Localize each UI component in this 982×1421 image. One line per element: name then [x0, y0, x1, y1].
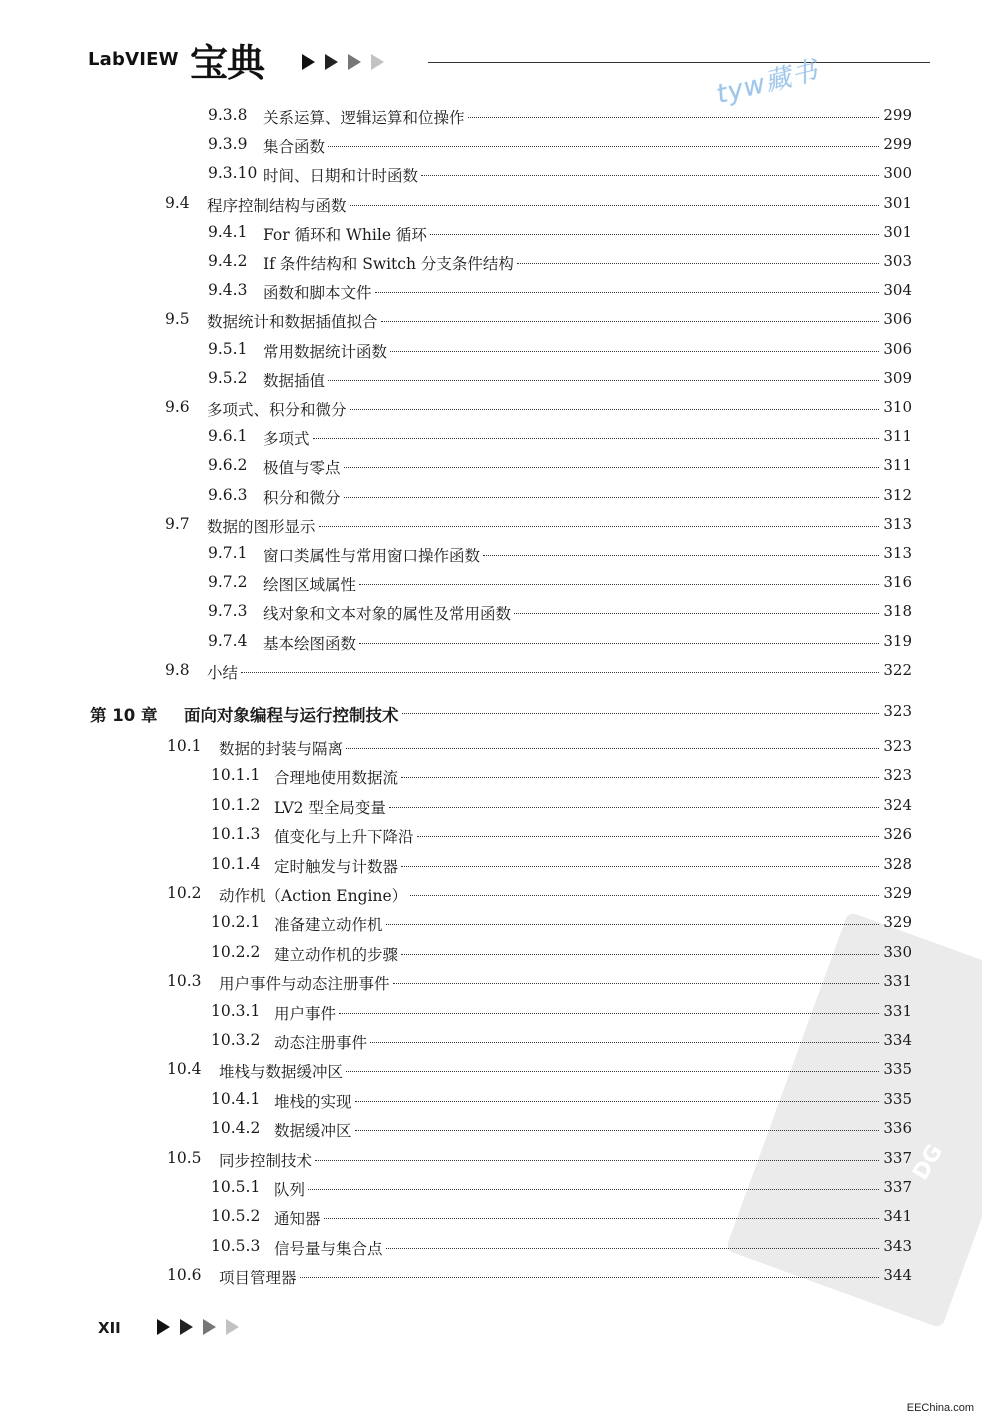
toc-entry-number: 10.1 [167, 737, 202, 755]
toc-leader-dots [430, 234, 879, 235]
toc-leader-dots [514, 613, 879, 614]
toc-entry-page: 323 [883, 737, 912, 755]
toc-entry-title: 同步控制技术 [219, 1149, 314, 1171]
toc-subsection-entry[interactable] [0, 1031, 982, 1053]
toc-entry-title: 信号量与集合点 [274, 1237, 385, 1259]
toc-entry-title: 建立动作机的步骤 [274, 943, 400, 965]
toc-leader-dots [393, 983, 879, 984]
toc-leader-dots [389, 807, 879, 808]
toc-entry-number: 9.6.2 [208, 456, 248, 475]
toc-leader-dots [241, 672, 879, 673]
toc-subsection-entry[interactable] [0, 1207, 982, 1229]
toc-leader-dots [328, 380, 879, 381]
toc-entry-page: 337 [883, 1148, 912, 1167]
toc-subsection-entry[interactable] [0, 855, 982, 877]
toc-entry-title: For 循环和 While 循环 [263, 223, 429, 245]
toc-leader-dots [483, 555, 879, 556]
toc-section-entry[interactable] [0, 661, 982, 683]
toc-subsection-entry[interactable] [0, 913, 982, 935]
toc-entry-number: 10.5.2 [211, 1207, 261, 1226]
toc-subsection-entry[interactable] [0, 1119, 982, 1141]
arrow-icon [180, 1319, 193, 1335]
toc-entry-title: 函数和脚本文件 [263, 281, 374, 303]
toc-leader-dots [370, 1042, 879, 1043]
toc-entry-title: 窗口类属性与常用窗口操作函数 [263, 544, 482, 566]
toc-entry-title: 队列 [274, 1178, 307, 1200]
toc-entry-number: 10.2 [167, 884, 202, 902]
toc-entry-number: 9.7.3 [208, 602, 248, 621]
toc-entry-title: If 条件结构和 Switch 分支条件结构 [263, 252, 516, 274]
toc-entry-page: 326 [883, 825, 912, 844]
toc-entry-title: 数据统计和数据插值拟合 [207, 310, 380, 332]
toc-entry-number: 10.2.1 [211, 913, 261, 932]
toc-leader-dots [355, 1130, 879, 1131]
toc-entry-number: 10.5.1 [211, 1178, 261, 1196]
toc-entry-number: 10.1.1 [211, 766, 261, 785]
toc-leader-dots [350, 409, 879, 410]
toc-entry-title: 时间、日期和计时函数 [263, 164, 420, 186]
toc-entry-title: 通知器 [274, 1207, 323, 1229]
toc-entry-title: 数据缓冲区 [274, 1119, 354, 1141]
toc-leader-dots [319, 526, 879, 527]
toc-entry-page: 309 [883, 368, 912, 387]
toc-entry-page: 328 [883, 854, 912, 873]
toc-entry-page: 343 [883, 1236, 912, 1255]
toc-entry-page: 329 [883, 884, 912, 902]
toc-subsection-entry[interactable] [0, 164, 982, 186]
toc-entry-page: 344 [883, 1266, 912, 1285]
toc-leader-dots [328, 146, 879, 147]
footer-arrows-icon [157, 1319, 239, 1335]
toc-section-entry[interactable] [0, 1266, 982, 1288]
toc-entry-number: 10.4 [167, 1060, 202, 1079]
toc-leader-dots [315, 1160, 879, 1161]
toc-entry-page: 318 [883, 602, 912, 621]
toc-entry-number: 9.7 [165, 514, 190, 533]
toc-subsection-entry[interactable] [0, 223, 982, 245]
toc-leader-dots [517, 263, 879, 264]
toc-entry-page: 330 [883, 942, 912, 961]
toc-section-entry[interactable] [0, 1149, 982, 1171]
toc-entry-number: 9.5.1 [208, 339, 248, 358]
toc-entry-title: 数据的图形显示 [207, 515, 318, 537]
toc-entry-page: 306 [883, 339, 912, 358]
toc-entry-title: 合理地使用数据流 [274, 766, 400, 788]
toc-subsection-entry[interactable] [0, 1090, 982, 1112]
toc-entry-number: 9.4.1 [208, 222, 248, 241]
book-title: 宝典 [190, 41, 265, 85]
toc-entry-number: 9.7.1 [208, 544, 248, 562]
toc-entry-title: 堆栈与数据缓冲区 [219, 1060, 345, 1082]
toc-subsection-entry[interactable] [0, 573, 982, 595]
toc-entry-number: 9.6 [165, 398, 190, 416]
toc-subsection-entry[interactable] [0, 456, 982, 478]
toc-entry-page: 337 [883, 1178, 912, 1196]
toc-entry-title: 堆栈的实现 [274, 1090, 354, 1112]
toc-entry-page: 324 [883, 795, 912, 814]
toc-entry-number: 9.3.8 [208, 106, 248, 124]
toc-entry-title: 数据插值 [263, 369, 327, 391]
toc-subsection-entry[interactable] [0, 602, 982, 624]
toc-section-entry[interactable] [0, 310, 982, 332]
toc-leader-dots [421, 175, 879, 176]
toc-leader-dots [401, 777, 879, 778]
toc-entry-title: 数据的封装与隔离 [219, 737, 345, 759]
toc-leader-dots [346, 1071, 879, 1072]
toc-entry-number: 9.5.2 [208, 368, 248, 387]
toc-leader-dots [313, 438, 879, 439]
toc-leader-dots [346, 748, 879, 749]
toc-entry-number: 10.1.3 [211, 825, 261, 844]
toc-entry-number: 10.6 [167, 1266, 202, 1285]
toc-entry-number: 9.7.2 [208, 573, 248, 592]
toc-subsection-entry[interactable] [0, 943, 982, 965]
toc-entry-page: 331 [883, 1001, 912, 1020]
toc-entry-title: 积分和微分 [263, 486, 343, 508]
toc-entry-page: 299 [883, 106, 912, 124]
toc-entry-title: 项目管理器 [219, 1266, 299, 1288]
toc-leader-dots [390, 351, 879, 352]
toc-entry-title: 动态注册事件 [274, 1031, 369, 1053]
toc-chapter-entry[interactable] [0, 702, 982, 724]
toc-entry-page: 310 [883, 398, 912, 416]
toc-entry-title: 面向对象编程与运行控制技术 [184, 702, 401, 726]
toc-leader-dots [468, 117, 879, 118]
toc-entry-page: 303 [883, 252, 912, 270]
toc-entry-title: 极值与零点 [263, 456, 343, 478]
toc-entry-page: 336 [883, 1119, 912, 1138]
toc-leader-dots [344, 497, 879, 498]
toc-entry-page: 313 [883, 544, 912, 562]
toc-entry-title: 小结 [207, 661, 240, 683]
toc-entry-page: 311 [883, 456, 912, 475]
toc-leader-dots [359, 584, 879, 585]
toc-entry-number: 9.4.3 [208, 281, 248, 300]
toc-entry-page: 331 [883, 972, 912, 991]
toc-entry-page: 316 [883, 573, 912, 592]
toc-entry-page: 311 [883, 427, 912, 446]
toc-subsection-entry[interactable] [0, 632, 982, 654]
toc-entry-number: 10.4.1 [211, 1089, 261, 1108]
toc-entry-number: 9.8 [165, 660, 190, 679]
toc-entry-title: 绘图区域属性 [263, 573, 358, 595]
toc-leader-dots [375, 292, 879, 293]
toc-leader-dots [386, 924, 879, 925]
toc-section-entry[interactable] [0, 737, 982, 759]
arrow-icon [226, 1319, 239, 1335]
toc-entry-number: 10.3.1 [211, 1001, 261, 1020]
toc-entry-title: 基本绘图函数 [263, 632, 358, 654]
toc-leader-dots [300, 1277, 879, 1278]
toc-entry-page: 335 [883, 1060, 912, 1079]
toc-entry-number: 10.5.3 [211, 1236, 261, 1255]
toc-subsection-entry[interactable] [0, 544, 982, 566]
toc-entry-title: LV2 型全局变量 [274, 796, 388, 818]
toc-leader-dots [350, 205, 879, 206]
toc-entry-number: 10.4.2 [211, 1119, 261, 1138]
toc-entry-page: 334 [883, 1031, 912, 1049]
toc-entry-number: 10.1.2 [211, 795, 261, 814]
toc-entry-number: 9.3.9 [208, 135, 248, 154]
toc-entry-title: 动作机（Action Engine） [219, 884, 409, 906]
toc-entry-title: 多项式 [263, 427, 312, 449]
toc-entry-number: 9.6.1 [208, 427, 248, 446]
page-number: XII [98, 1319, 121, 1337]
toc-entry-number: 10.3.2 [211, 1031, 261, 1049]
toc-entry-title: 程序控制结构与函数 [207, 194, 349, 216]
toc-section-entry[interactable] [0, 194, 982, 216]
toc-entry-page: 299 [883, 135, 912, 154]
toc-entry-page: 329 [883, 913, 912, 932]
toc-entry-page: 319 [883, 631, 912, 650]
toc-entry-page: 323 [883, 766, 912, 785]
toc-subsection-entry[interactable] [0, 486, 982, 508]
toc-entry-number: 10.5 [167, 1148, 202, 1167]
toc-subsection-entry[interactable] [0, 1178, 982, 1200]
toc-entry-number: 9.7.4 [208, 631, 248, 650]
toc-entry-page: 323 [883, 702, 912, 720]
toc-subsection-entry[interactable] [0, 796, 982, 818]
toc-leader-dots [381, 321, 879, 322]
toc-entry-page: 301 [883, 193, 912, 212]
toc-leader-dots [339, 1013, 879, 1014]
toc-entry-title: 线对象和文本对象的属性及常用函数 [263, 602, 513, 624]
toc-entry-page: 304 [883, 281, 912, 300]
toc-subsection-entry[interactable] [0, 427, 982, 449]
toc-entry-page: 306 [883, 310, 912, 329]
toc-section-entry[interactable] [0, 398, 982, 420]
toc-leader-dots [344, 467, 879, 468]
toc-subsection-entry[interactable] [0, 340, 982, 362]
toc-section-entry[interactable] [0, 884, 982, 906]
ownership-stamp: tyw藏书 [713, 55, 822, 111]
arrow-icon [203, 1319, 216, 1335]
toc-entry-number: 9.3.10 [208, 164, 258, 183]
toc-leader-dots [386, 1248, 879, 1249]
toc-entry-page: 313 [883, 514, 912, 533]
toc-entry-title: 用户事件与动态注册事件 [219, 972, 392, 994]
toc-entry-number: 9.4.2 [208, 252, 248, 270]
arrow-icon [157, 1319, 170, 1335]
toc-subsection-entry[interactable] [0, 1237, 982, 1259]
toc-section-entry[interactable] [0, 515, 982, 537]
toc-leader-dots [402, 713, 880, 714]
toc-subsection-entry[interactable] [0, 135, 982, 157]
toc-leader-dots [401, 866, 879, 867]
toc-leader-dots [324, 1218, 879, 1219]
toc-subsection-entry[interactable] [0, 825, 982, 847]
toc-entry-number: 10.3 [167, 972, 202, 991]
toc-entry-page: 322 [883, 660, 912, 679]
toc-leader-dots [355, 1101, 879, 1102]
toc-section-entry[interactable] [0, 972, 982, 994]
toc-entry-number: 第 10 章 [90, 706, 158, 725]
toc-leader-dots [308, 1189, 879, 1190]
book-brand: LabVIEW [88, 49, 179, 70]
toc-entry-number: 10.2.2 [211, 942, 261, 961]
library-seal-text: DG [908, 1140, 949, 1185]
toc-entry-title: 多项式、积分和微分 [207, 398, 349, 420]
toc-entry-title: 定时触发与计数器 [274, 855, 400, 877]
toc-entry-page: 300 [883, 164, 912, 183]
toc-entry-page: 301 [883, 222, 912, 241]
toc-entry-title: 准备建立动作机 [274, 913, 385, 935]
toc-entry-title: 值变化与上升下降沿 [274, 825, 416, 847]
toc-entry-number: 9.5 [165, 310, 190, 329]
toc-section-entry[interactable] [0, 1060, 982, 1082]
toc-entry-number: 9.6.3 [208, 485, 248, 504]
toc-entry-page: 335 [883, 1089, 912, 1108]
toc-entry-title: 常用数据统计函数 [263, 340, 389, 362]
toc-subsection-entry[interactable] [0, 1002, 982, 1024]
toc-subsection-entry[interactable] [0, 106, 982, 128]
toc-subsection-entry[interactable] [0, 281, 982, 303]
toc-leader-dots [410, 895, 879, 896]
source-watermark: EEChina.com [906, 1402, 974, 1414]
toc-entry-number: 9.4 [165, 193, 190, 212]
toc-subsection-entry[interactable] [0, 252, 982, 274]
toc-entry-title: 用户事件 [274, 1002, 338, 1024]
toc-leader-dots [401, 954, 879, 955]
toc-entry-page: 312 [883, 485, 912, 504]
toc-entry-title: 集合函数 [263, 135, 327, 157]
toc-entry-number: 10.1.4 [211, 854, 261, 873]
toc-leader-dots [417, 836, 879, 837]
toc-subsection-entry[interactable] [0, 766, 982, 788]
toc-subsection-entry[interactable] [0, 369, 982, 391]
toc-entry-title: 关系运算、逻辑运算和位操作 [263, 106, 467, 128]
toc-leader-dots [359, 643, 879, 644]
toc-entry-page: 341 [883, 1207, 912, 1226]
